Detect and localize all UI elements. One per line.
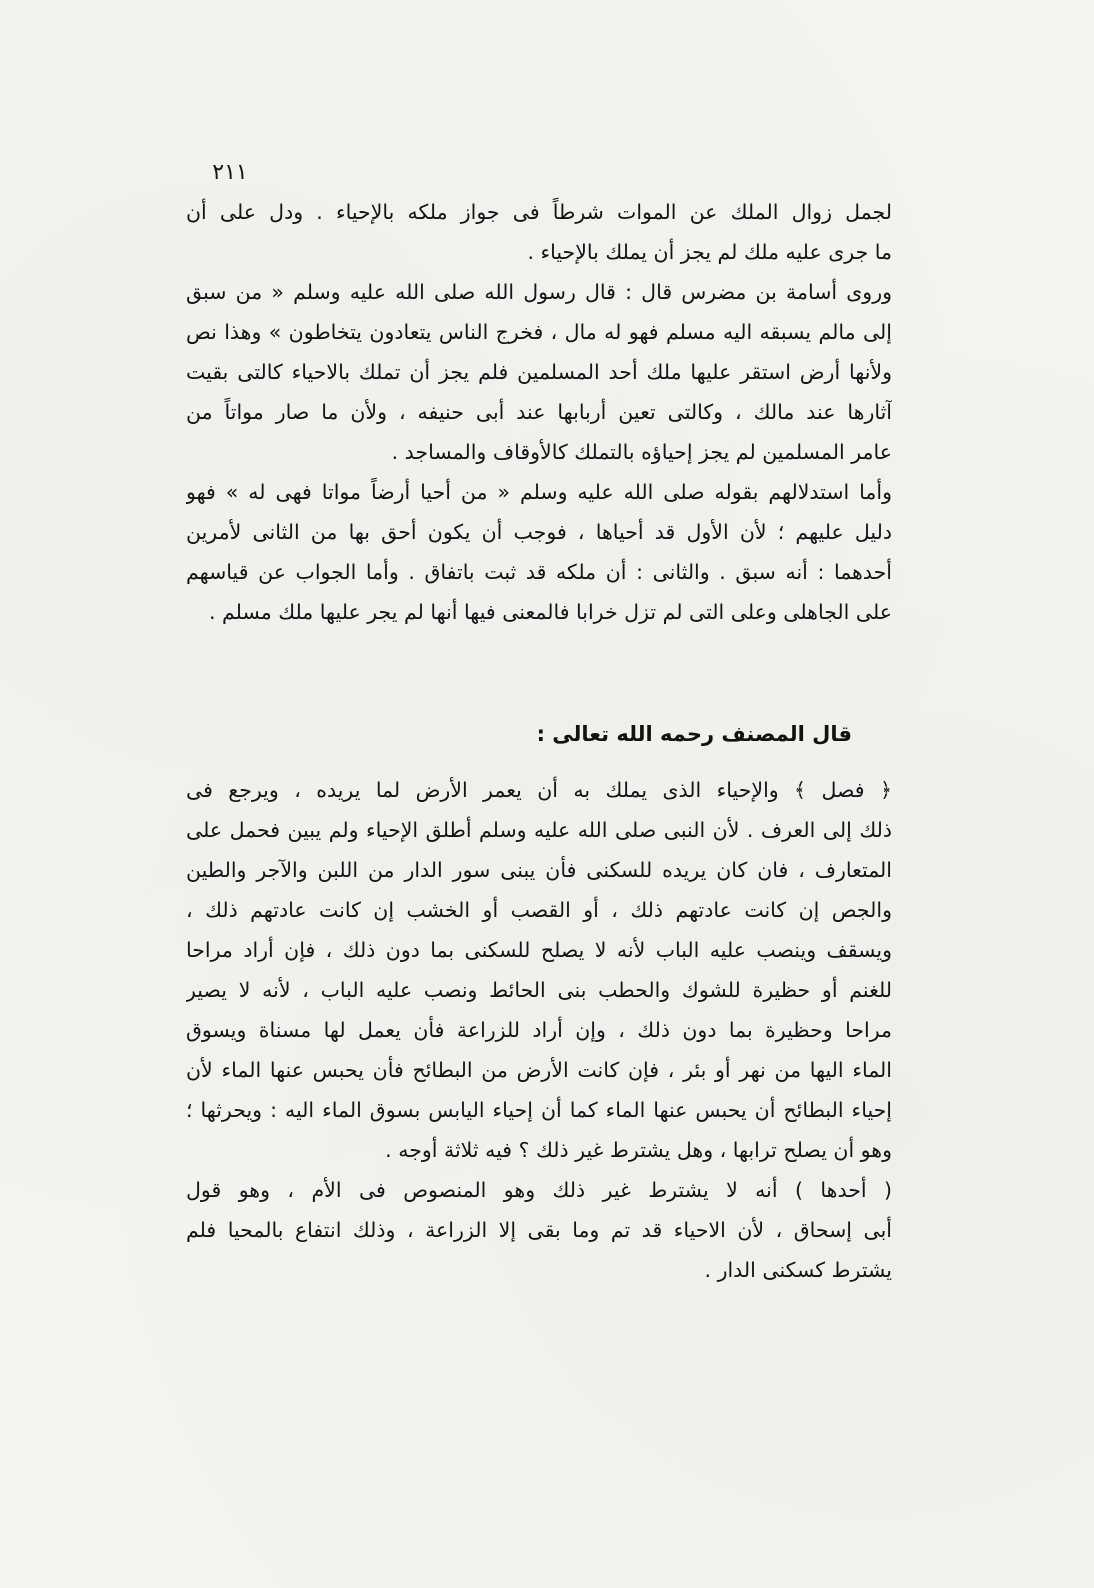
text-line: وروى أسامة بن مضرس قال : قال رسول الله صلى الله عليه وسلم « من سبق xyxy=(186,280,892,304)
text-line: ( أحدها ) أنه لا يشترط غير ذلك وهو المنصوص فى الأم ، وهو قول xyxy=(186,1178,892,1202)
text-line: وهو أن يصلح ترابها ، وهل يشترط غير ذلك ؟ فيه ثلاثة أوجه . xyxy=(385,1138,892,1162)
page-number: ٢١١ xyxy=(212,160,248,185)
text-line: المتعارف ، فان كان يريده للسكنى فأن يبنى سور الدار من اللبن والآجر والطين xyxy=(186,858,892,882)
text-line: ذلك إلى العرف . لأن النبى صلى الله عليه وسلم أطلق الإحياء ولم يبين فحمل على xyxy=(186,818,892,842)
bottom-paragraphs xyxy=(186,770,892,1290)
text-line: ويسقف وينصب عليه الباب لأنه لا يصلح للسكنى بما دون ذلك ، فإن أراد مراحا xyxy=(186,938,892,962)
top-paragraphs xyxy=(186,192,892,632)
text-line: والجص إن كانت عادتهم ذلك ، أو القصب أو الخشب إن كانت عادتهم ذلك ، xyxy=(186,898,892,922)
text-line: يشترط كسكنى الدار . xyxy=(704,1258,892,1282)
text-line: وأما استدلالهم بقوله صلى الله عليه وسلم « من أحيا أرضاً مواتا فهى له » فهو xyxy=(186,480,892,504)
text-line: ولأنها أرض استقر عليها ملك أحد المسلمين فلم يجز أن تملك بالاحياء كالتى بقيت xyxy=(186,360,892,384)
text-line: للغنم أو حظيرة للشوك والحطب بنى الحائط ونصب عليه الباب ، لأنه لا يصير xyxy=(186,978,892,1002)
text-line: مراحا وحظيرة بما دون ذلك ، وإن أراد للزراعة فأن يعمل لها مسناة ويسوق xyxy=(186,1018,892,1042)
text-line: إلى مالم يسبقه اليه مسلم فهو له مال ، فخرج الناس يتعادون يتخاطون » وهذا نص xyxy=(186,320,892,344)
text-line: ما جرى عليه ملك لم يجز أن يملك بالإحياء . xyxy=(527,240,892,264)
text-line: على الجاهلى وعلى التى لم تزل خرابا فالمعنى فيها أنها لم يجر عليها ملك مسلم . xyxy=(209,600,892,624)
text-line: لجمل زوال الملك عن الموات شرطاً فى جواز ملكه بالإحياء . ودل على أن xyxy=(186,200,892,224)
text-line: عامر المسلمين لم يجز إحياؤه بالتملك كالأوقاف والمساجد . xyxy=(391,440,892,464)
text-line: ﴿ فصل ﴾ والإحياء الذى يملك به أن يعمر الأرض لما يريده ، ويرجع فى xyxy=(186,778,892,802)
text-line: آثارها عند مالك ، وكالتى تعين أربابها عند أبى حنيفه ، ولأن ما صار مواتاً من xyxy=(186,400,892,424)
text-line: إحياء البطائح أن يحبس عنها الماء كما أن إحياء اليابس بسوق الماء اليه : ويحرثها ؛ xyxy=(186,1098,892,1122)
section-heading: قال المصنف رحمه الله تعالى : xyxy=(536,722,852,746)
text-line: الماء اليها من نهر أو بئر ، فإن كانت الأرض من البطائح فأن يحبس عنها الماء لأن xyxy=(186,1058,892,1082)
text-line: أحدهما : أنه سبق . والثانى : أن ملكه قد ثبت باتفاق . وأما الجواب عن قياسهم xyxy=(186,560,892,584)
text-line: أبى إسحاق ، لأن الاحياء قد تم وما بقى إلا الزراعة ، وذلك انتفاع بالمحيا فلم xyxy=(186,1218,892,1242)
text-line: دليل عليهم ؛ لأن الأول قد أحياها ، فوجب أن يكون أحق بها من الثانى لأمرين xyxy=(186,520,892,544)
